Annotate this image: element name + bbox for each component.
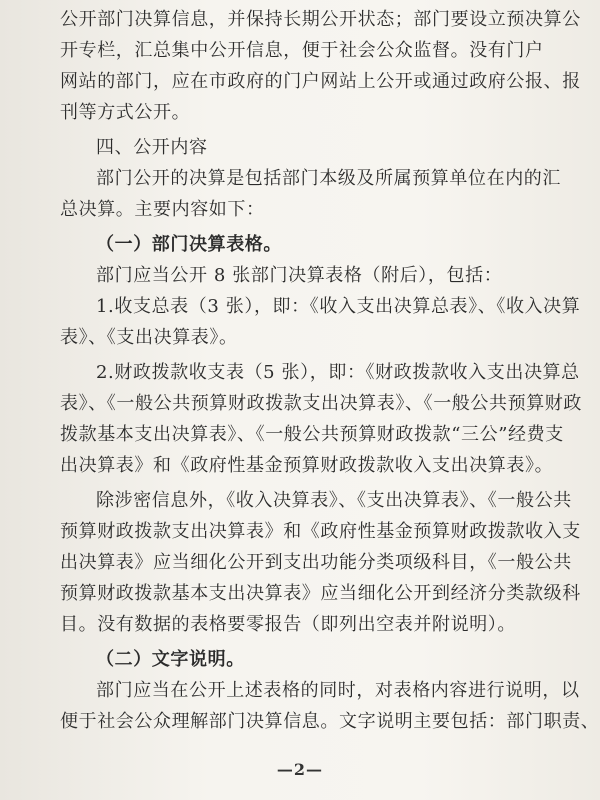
paragraph-line: 部门公开的决算是包括部门本级及所属预算单位在内的汇 (96, 168, 561, 189)
paragraph-line: 2.财政拨款收支表（5 张），即：《财政拨款收入支出决算总 (96, 362, 580, 383)
paragraph-line: 总决算。主要内容如下： (60, 199, 265, 220)
paragraph-line: 便于社会公众理解部门决算信息。文字说明主要包括：部门职责、 (60, 711, 600, 732)
paragraph-line: 除涉密信息外，《收入决算表》、《支出决算表》、《一般公共 (96, 490, 572, 511)
section-heading-4: 四、公开内容 (96, 137, 208, 158)
paragraph-line: 开专栏，汇总集中公开信息，便于社会公众监督。没有门户 (60, 40, 544, 61)
paragraph-line: 拨款基本支出决算表》、《一般公共预算财政拨款“三公”经费支 (60, 424, 564, 445)
paragraph-line: 出决算表》和《政府性基金预算财政拨款收入支出决算表》。 (60, 455, 554, 476)
paragraph-line: 表》、《支出决算表》。 (60, 327, 238, 348)
paragraph-line: 公开部门决算信息，并保持长期公开状态；部门要设立预决算公 (60, 9, 581, 30)
paragraph-line: 部门应当公开 8 张部门决算表格（附后），包括： (96, 265, 503, 286)
paragraph-line: 1.收支总表（3 张），即：《收入支出决算总表》、《收入决算 (96, 296, 581, 317)
paragraph-line: 部门应当在公开上述表格的同时，对表格内容进行说明，以 (96, 680, 580, 701)
subheading-text-description: （二）文字说明。 (96, 649, 245, 670)
paragraph-line: 网站的部门，应在市政府的门户网站上公开或通过政府公报、报 (60, 71, 581, 92)
paragraph-line: 刊等方式公开。 (60, 102, 191, 123)
paragraph-line: 目。没有数据的表格要零报告（即列出空表并附说明）。 (60, 614, 516, 635)
paragraph-line: 出决算表》应当细化公开到支出功能分类项级科目，《一般公共 (60, 552, 572, 573)
paragraph-line: 预算财政拨款支出决算表》和《政府性基金预算财政拨款收入支 (60, 521, 581, 542)
paragraph-line: 表》、《一般公共预算财政拨款支出决算表》、《一般公共预算财政 (60, 393, 582, 414)
document-body (60, 4, 600, 737)
paragraph-line: 预算财政拨款基本支出决算表》应当细化公开到经济分类款级科 (60, 583, 581, 604)
page-number: —2— (276, 760, 324, 779)
subheading-tables: （一）部门决算表格。 (96, 234, 282, 255)
